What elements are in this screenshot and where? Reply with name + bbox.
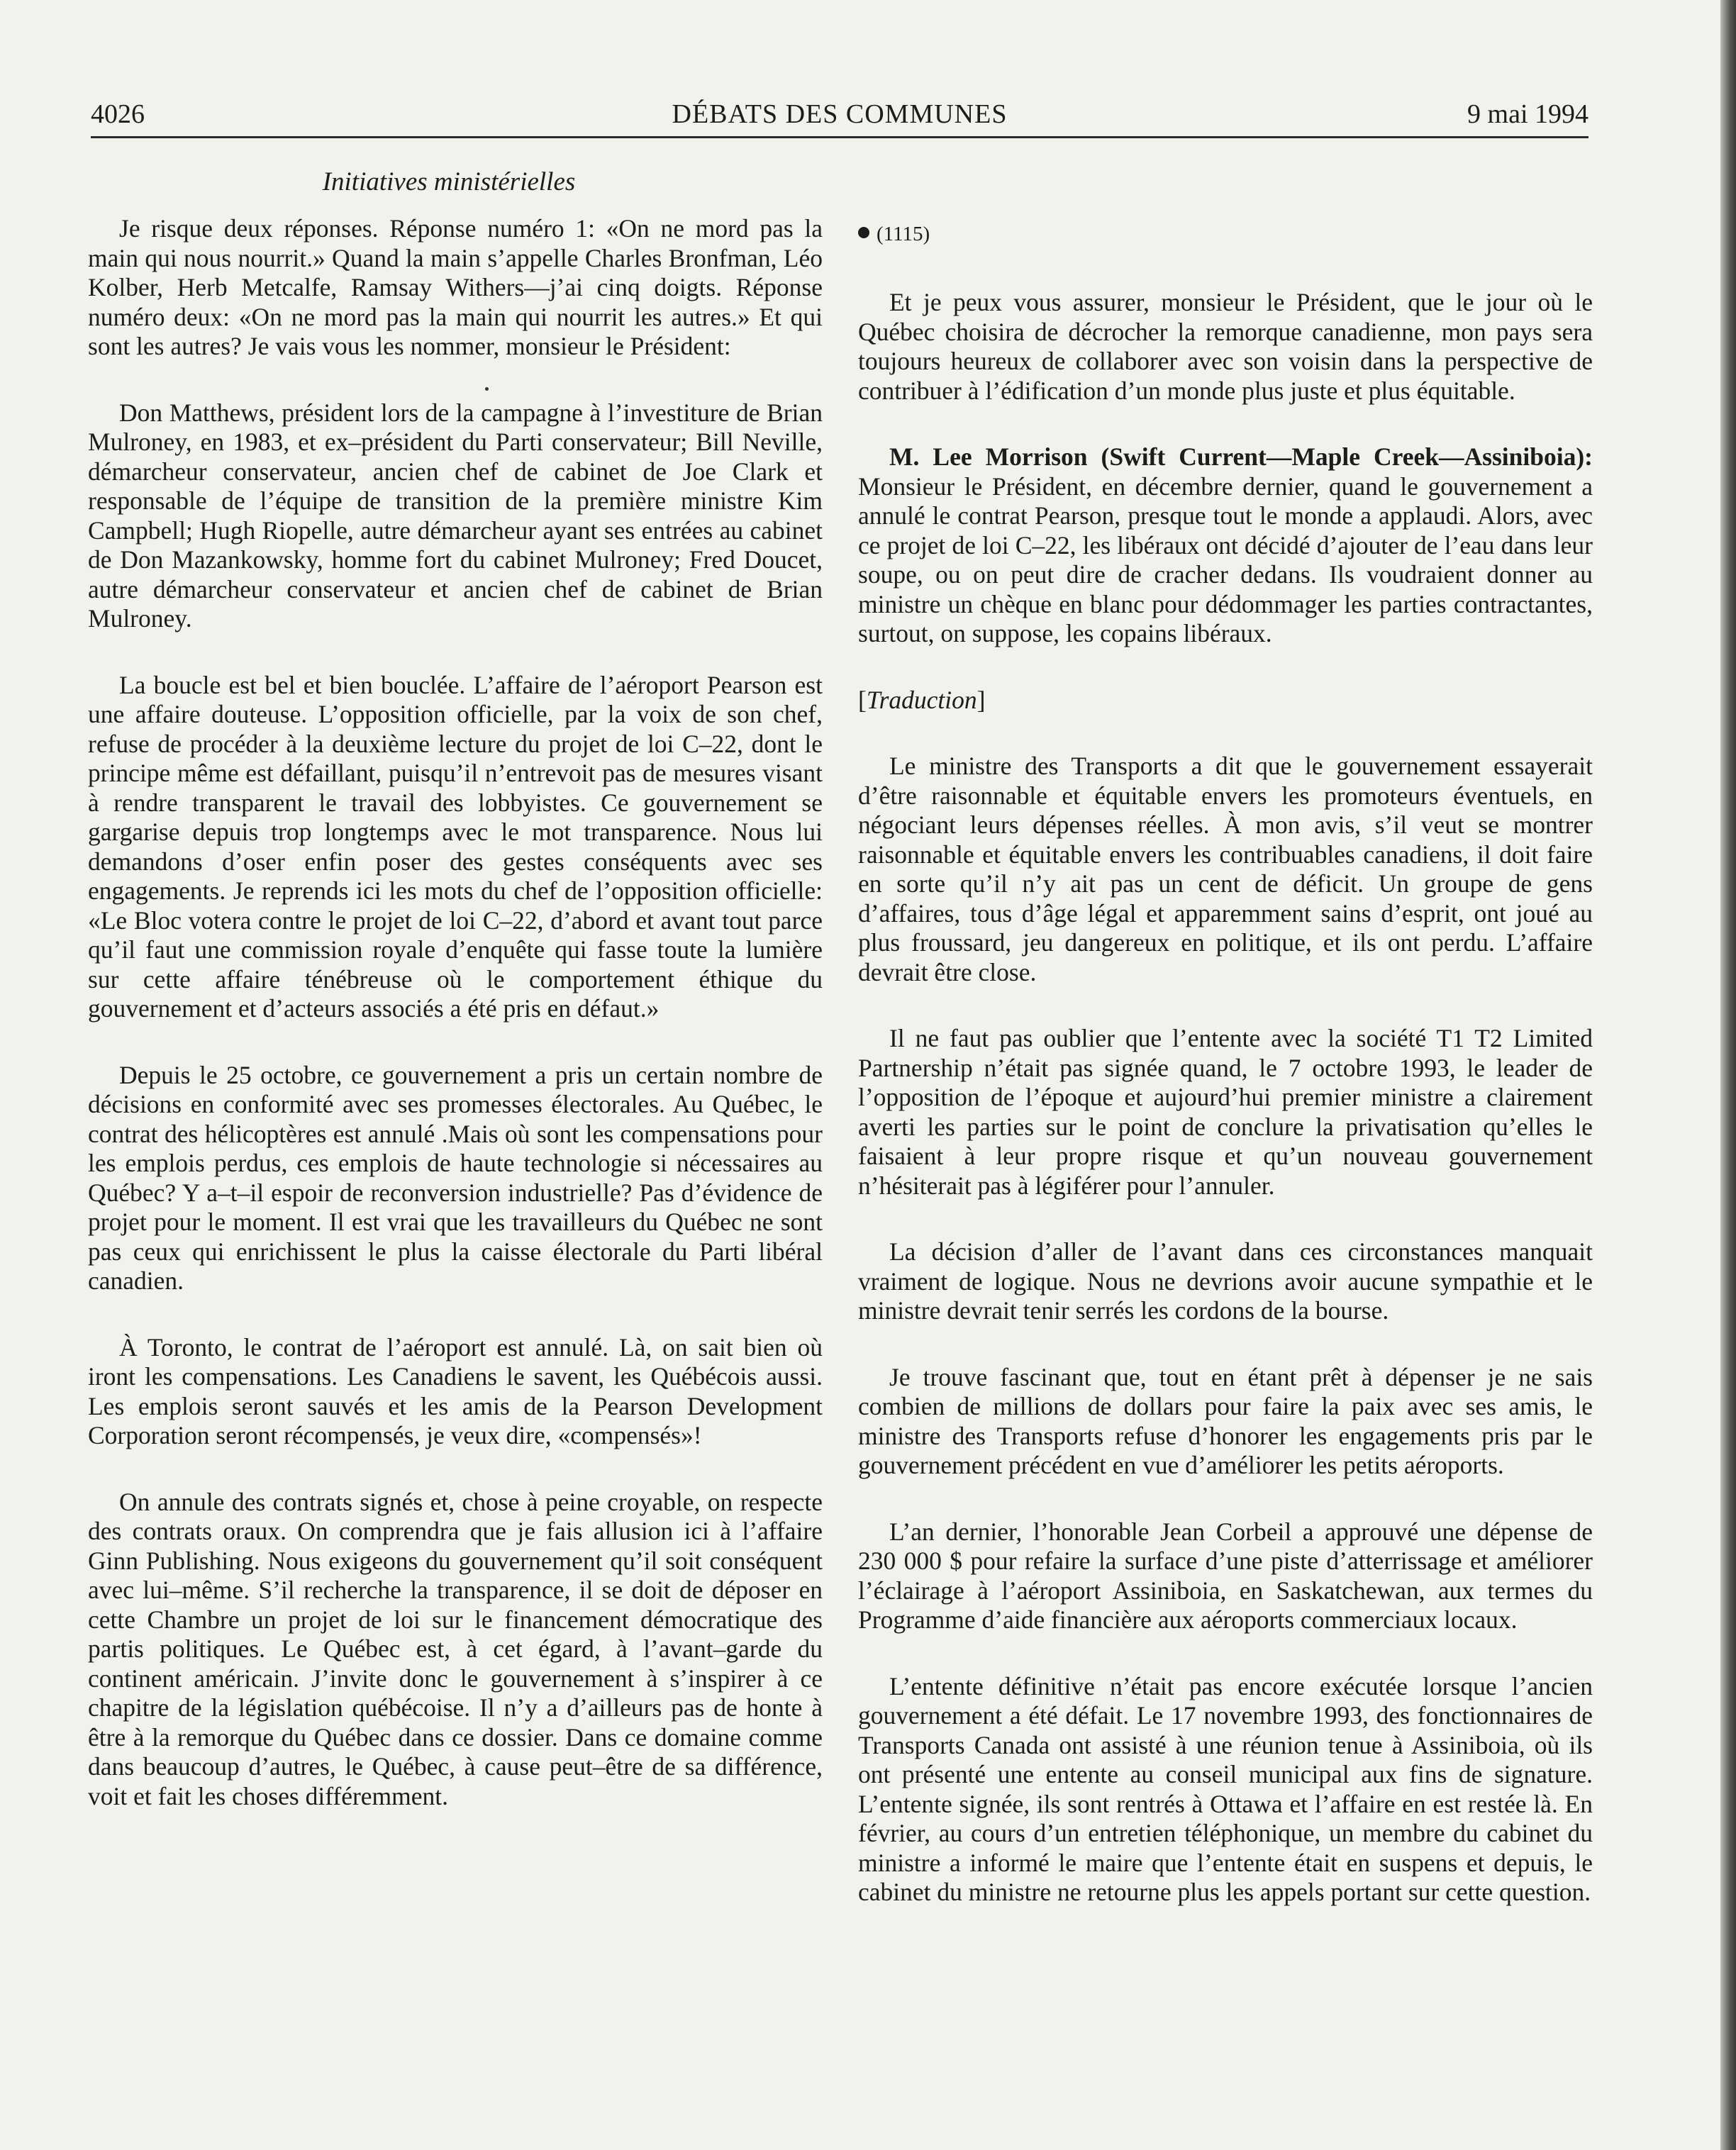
time-marker-text: (1115) [877, 223, 930, 245]
paragraph: On annule des contrats signés et, chose à peine croyable, on respecte des contrats oraux. On comprendra que je fais allusion ici à l’affaire Ginn Publishing. Nous exigeons du gouvernement qu’il soit conséquent avec lui–même. S’il recherche la transparence, il se doit de déposer en cette Chambre un projet de loi sur le financement démocratique des partis politiques. Le Québec est, à cet égard, à l’avant–garde du continent américain. J’invite donc le gouvernement à s’inspirer à ce chapitre de la législation québécoise. Il n’y a d’ailleurs pas de honte à être à la remorque du Québec dans ce dossier. Dans ce domaine comme dans beaucoup d’autres, le Québec, à cause peut–être de sa différence, voit et fait les choses différemment. [88, 1487, 823, 1810]
paragraph: Je trouve fascinant que, tout en étant prêt à dépenser je ne sais combien de millions de dollars pour faire la paix avec ses amis, le ministre des Transports refuse d’honorer les engagements pris par le gouvernement précédent en vue d’améliorer les petits aéroports. [858, 1362, 1593, 1479]
page-header [91, 94, 1588, 138]
translation-marker [858, 686, 1593, 715]
left-column [88, 214, 823, 1848]
time-marker [858, 221, 1593, 247]
translation-label: Traduction [866, 685, 977, 714]
scan-edge [1720, 0, 1736, 2150]
speaker-text: Monsieur le Président, en décembre dernier, quand le gouvernement a annulé le contrat Pearson, presque tout le monde a applaudi. Alors, avec ce projet de loi C–22, les libéraux ont décidé d’ajouter de l’eau dans leur soupe, ou on peut dire de cracher dedans. Ils voudraient donner au ministre un chèque en blanc pour dédommager les parties contractantes, surtout, on suppose, les copains libéraux. [858, 472, 1593, 647]
right-column [858, 214, 1593, 1944]
ink-speck [485, 387, 489, 391]
speaker-paragraph [858, 442, 1593, 649]
paragraph: Le ministre des Transports a dit que le gouvernement essayerait d’être raisonnable et équitable envers les promoteurs éventuels, en négociant leurs dépenses réelles. À mon avis, s’il veut se montrer raisonnable et équitable envers les contribuables canadiens, il doit faire en sorte qu’il n’y ait pas un cent de déficit. Un groupe de gens d’affaires, tous d’âge légal et apparemment sains d’esprit, ont joué au plus froussard, jeu dangereux en politique, et ils ont perdu. L’affaire devrait être close. [858, 752, 1593, 986]
paragraph: Il ne faut pas oublier que l’entente avec la société T1 T2 Limited Partnership n’était pas signée quand, le 7 octobre 1993, le leader de l’opposition de l’époque et aujourd’hui premier ministre a clairement averti les parties sur le point de conclure la privatisation qu’elles le faisaient à leur propre risque et qu’un nouveau gouvernement n’hésiterait pas à légiférer pour l’annuler. [858, 1024, 1593, 1200]
bracket-open: [ [858, 685, 867, 714]
paragraph: À Toronto, le contrat de l’aéroport est annulé. Là, on sait bien où iront les compensations. Les Canadiens le savent, les Québécois aussi. Les emplois seront sauvés et les amis de la Pearson Development Corporation seront récompensés, je veux dire, «compensés»! [88, 1332, 823, 1449]
publication-date: 9 mai 1994 [1467, 99, 1588, 129]
paragraph: Depuis le 25 octobre, ce gouvernement a pris un certain nombre de décisions en conformité avec ses promesses électorales. Au Québec, le contrat des hélicoptères est annulé .Mais où sont les compensations pour les emplois perdus, ces emplois de haute technologie si nécessaires au Québec? Y a–t–il espoir de reconversion industrielle? Pas d’évidence de projet pour le moment. Il est vrai que les travailleurs du Québec ne sont pas ceux qui enrichissent le plus la caisse électorale du Parti libéral canadien. [88, 1060, 823, 1295]
paragraph: La décision d’aller de l’avant dans ces circonstances manquait vraiment de logique. Nous ne devrions avoir aucune sympathie et le ministre devrait tenir serrés les cordons de la bourse. [858, 1237, 1593, 1325]
bracket-close: ] [976, 685, 986, 714]
section-title: Initiatives ministérielles [322, 167, 576, 196]
paragraph: Je risque deux réponses. Réponse numéro 1: «On ne mord pas la main qui nous nourrit.» Quand la main s’appelle Charles Bronfman, Léo Kolber, Herb Metcalfe, Ramsay Withers—j’ai cinq doigts. Réponse numéro deux: «On ne mord pas la main qui nourrit les autres.» Et qui sont les autres? Je vais vous les nommer, monsieur le Président: [88, 214, 823, 360]
paragraph: L’entente définitive n’était pas encore exécutée lorsque l’ancien gouvernement a été défait. Le 17 novembre 1993, des fonctionnaires de Transports Canada ont assisté à une réunion tenue à Assiniboia, où ils ont présenté une entente au conseil municipal aux fins de signature. L’entente signée, ils sont rentrés à Ottawa et l’affaire en est restée là. En février, au cours d’un entretien téléphonique, un membre du cabinet du ministre a informé le maire que l’entente était en suspens et depuis, le cabinet du ministre ne retourne plus les appels portant sur cette question. [858, 1671, 1593, 1906]
paragraph: La boucle est bel et bien bouclée. L’affaire de l’aéroport Pearson est une affaire douteuse. L’opposition officielle, par la voix de son chef, refuse de procéder à la deuxième lecture du projet de loi C–22, dont le principe même est défaillant, puisqu’il n’entrevoit pas de mesures visant à rendre transparent le travail des lobbyistes. Ce gouvernement se gargarise depuis trop longtemps avec le mot transparence. Nous lui demandons d’oser enfin poser des gestes conséquents avec ses engagements. Je reprends ici les mots du chef de l’opposition officielle: «Le Bloc votera contre le projet de loi C–22, d’abord et avant tout parce qu’il faut une commission royale d’enquête qui fasse toute la lumière sur cette affaire ténébreuse où le comportement éthique du gouvernement et d’acteurs associés a été pris en défaut.» [88, 670, 823, 1023]
bullet-icon [858, 227, 869, 238]
paragraph: Don Matthews, président lors de la campagne à l’investiture de Brian Mulroney, en 1983, et ex–président du Parti conservateur; Bill Neville, démarcheur conservateur, ancien chef de cabinet de Joe Clark et responsable de l’équipe de transition de la première ministre Kim Campbell; Hugh Riopelle, autre démarcheur ayant ses entrées au cabinet de Don Mazankowsky, homme fort du cabinet Mulroney; Fred Doucet, autre démarcheur conservateur et ancien chef de cabinet de Brian Mulroney. [88, 398, 823, 633]
paragraph: Et je peux vous assurer, monsieur le Président, que le jour où le Québec choisira de décrocher la remorque canadienne, mon pays sera toujours heureux de collaborer avec son voisin dans la perspective de contribuer à l’édification d’un monde plus juste et plus équitable. [858, 288, 1593, 405]
paragraph: L’an dernier, l’honorable Jean Corbeil a approuvé une dépense de 230 000 $ pour refaire la surface d’une piste d’atterrissage et améliorer l’éclairage à l’aéroport Assiniboia, en Saskatchewan, aux termes du Programme d’aide financière aux aéroports commerciaux locaux. [858, 1517, 1593, 1634]
page-number: 4026 [91, 99, 145, 129]
publication-title: DÉBATS DES COMMUNES [672, 99, 1008, 129]
speaker-name: M. Lee Morrison (Swift Current—Maple Creek—Assiniboia): [889, 442, 1593, 471]
